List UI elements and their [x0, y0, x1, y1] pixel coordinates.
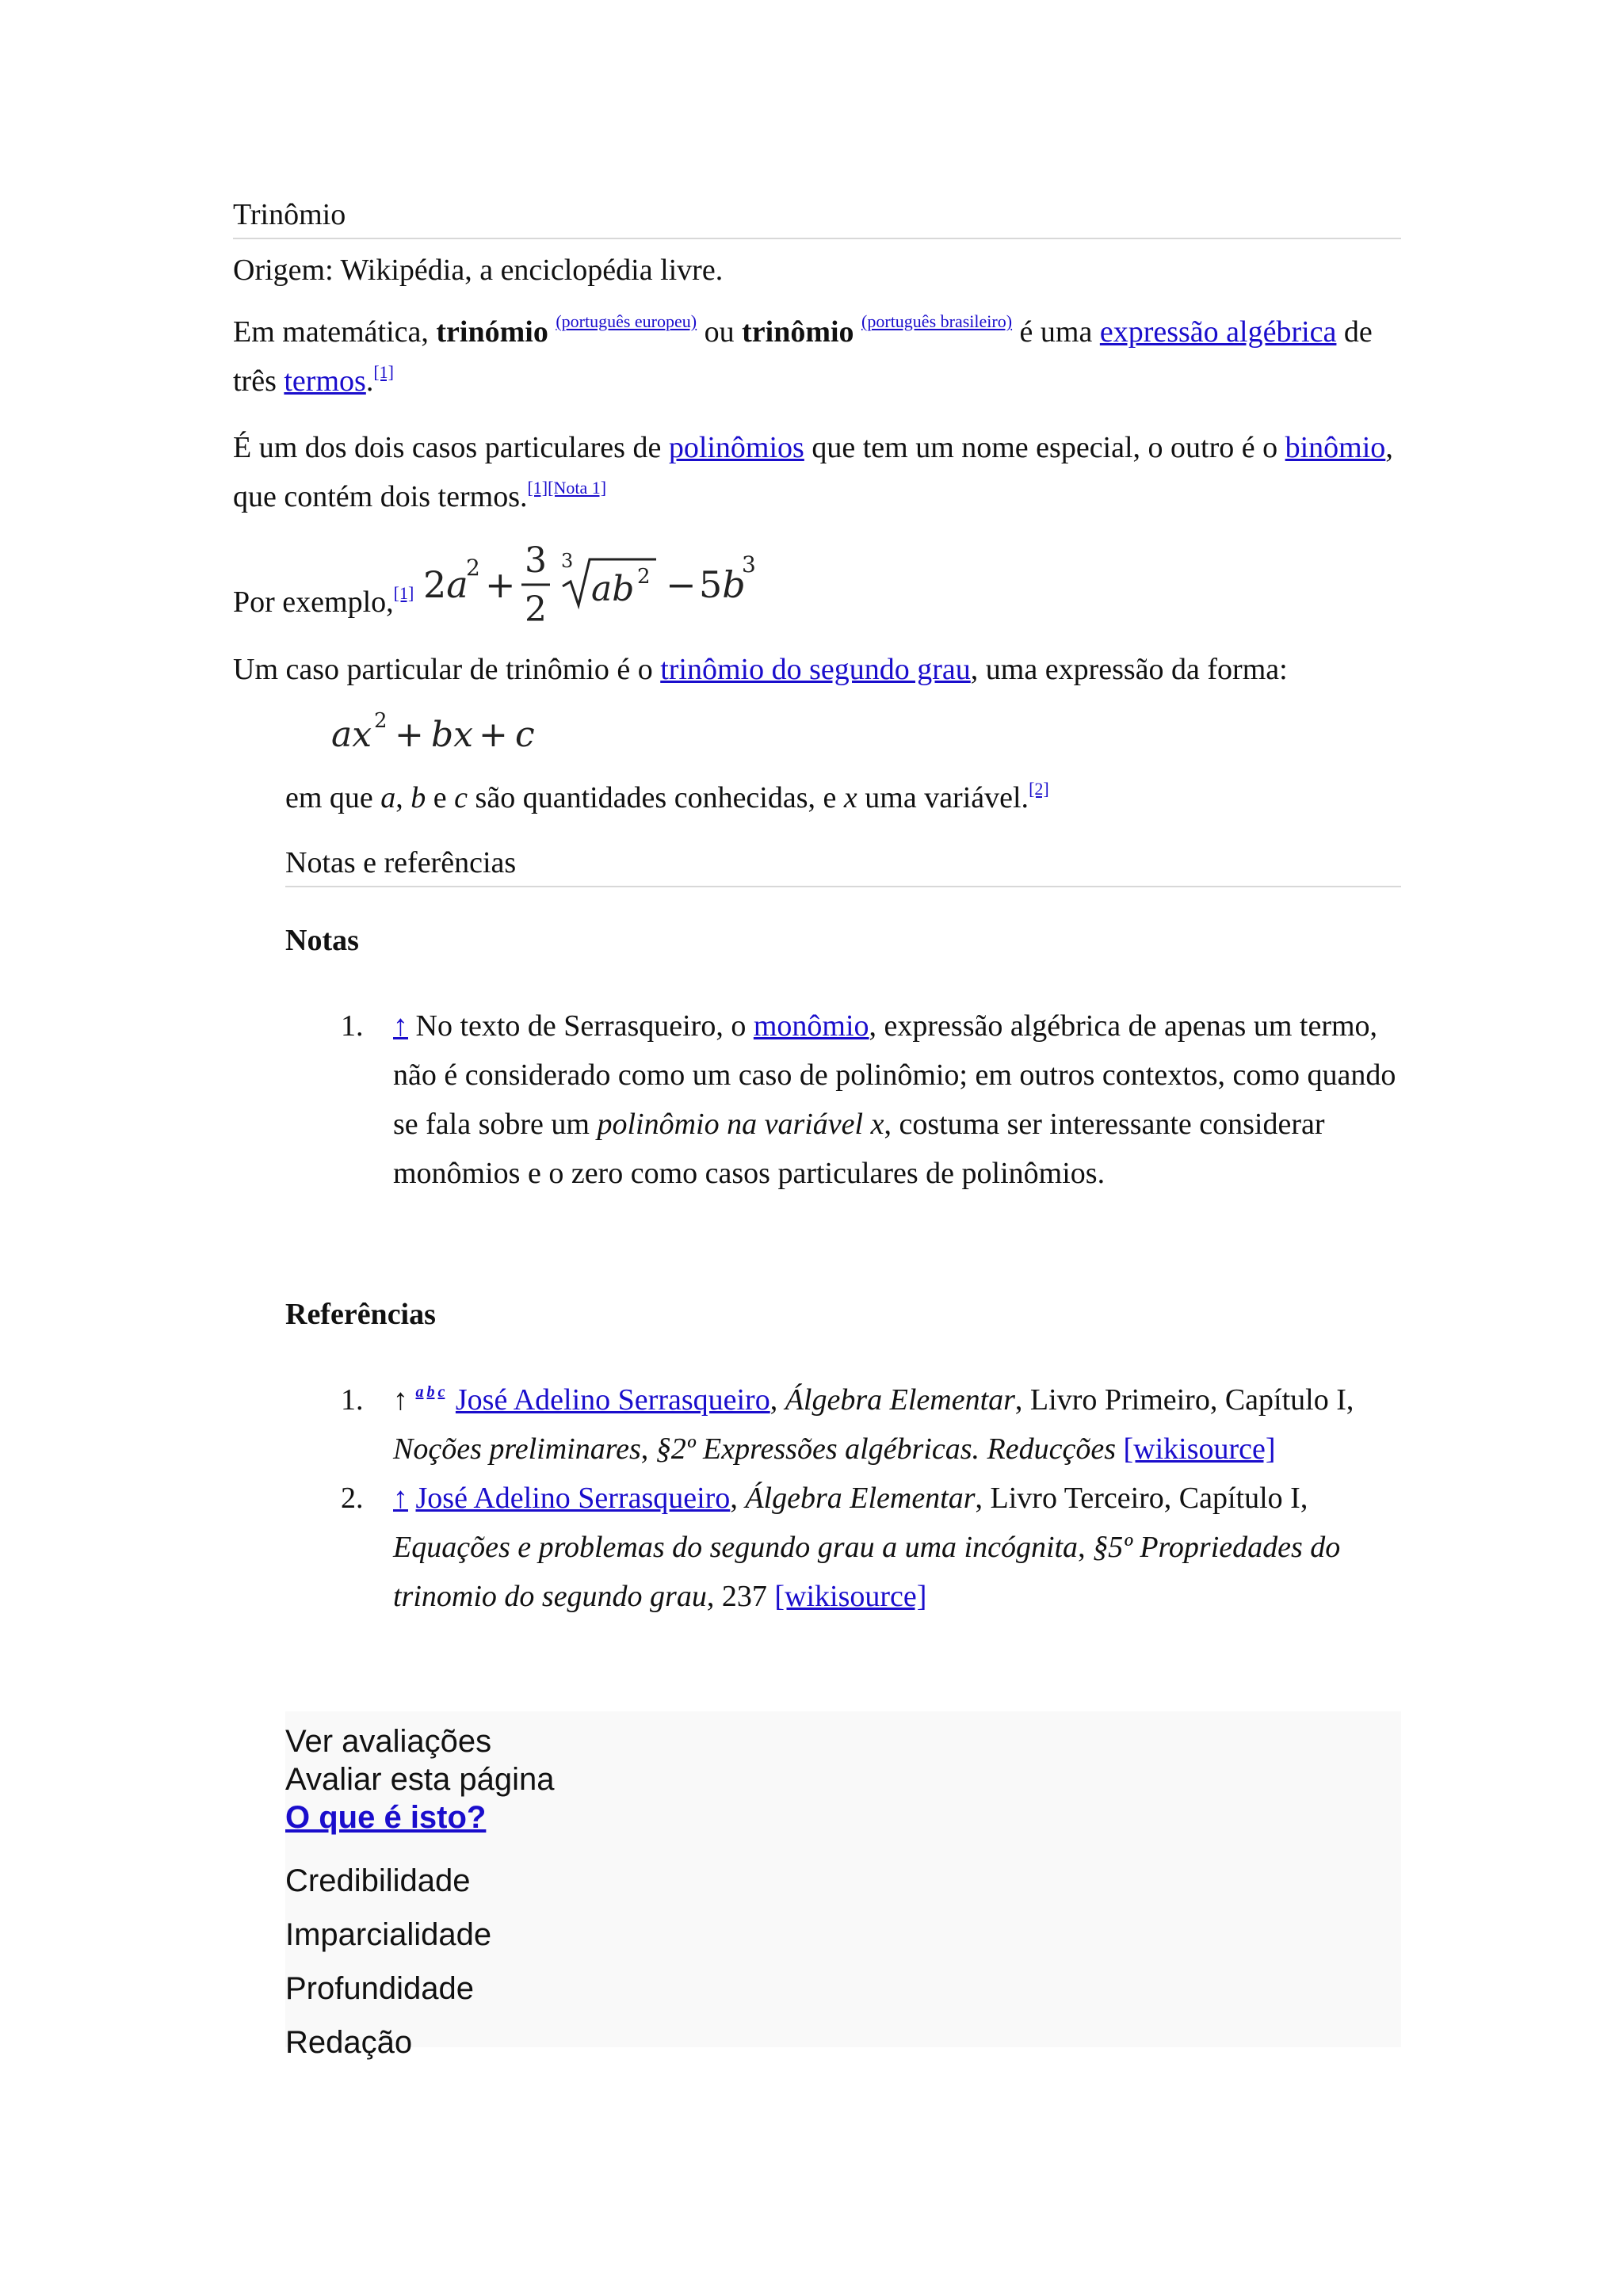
article-feedback-panel	[285, 1711, 1401, 2060]
page-title: Trinômio	[233, 192, 1401, 239]
svg-text:+: +	[484, 563, 516, 606]
svg-text:+: +	[479, 715, 508, 755]
criterion-imparcialidade: Imparcialidade	[285, 1917, 492, 1952]
formula-quadratic	[331, 707, 569, 762]
note-link-1[interactable]: [Nota 1]	[548, 478, 607, 498]
list-item: 1. ↑ $^{a b c}$ José Adelino Serrasqueiro, Álgebra Elementar, Livro Primeiro, Capítulo I, Noções preliminares, §2º Expressões algébricas. Reducções [wikisource]	[341, 1383, 1354, 1466]
link-wikisource[interactable]: [wikisource]	[774, 1580, 927, 1613]
bold-term-br: trinômio	[742, 315, 854, 349]
svg-text:5b: 5b	[698, 563, 746, 606]
bold-term-eu: trinómio	[436, 315, 548, 349]
ref-link-1[interactable]: [1]	[527, 478, 548, 498]
references-list	[341, 1375, 1403, 1621]
svg-text:c: c	[515, 715, 535, 755]
rate-page-label: Avaliar esta página	[285, 1762, 555, 1797]
svg-text:+: +	[395, 715, 424, 755]
list-item: 2. ↑ José Adelino Serrasqueiro, Álgebra Elementar, Livro Terceiro, Capítulo I, Equações e problemas do segundo grau a uma incógnita, §5º Propriedades do trinomio do segundo grau, 237 [wikisource]	[341, 1482, 1341, 1613]
list-item: 1. ↑ No texto de Serrasqueiro, o monômio, expressão algébrica de apenas um termo, não é considerado como um caso de polinômio; em outros contextos, como quando se fala sobre um polinômio na variável x, costuma ser interessante considerar monômios e o zero como casos particulares de polinômios.	[341, 1009, 1396, 1190]
criterion-profundidade: Profundidade	[285, 1971, 474, 2006]
link-monomio[interactable]: monômio	[753, 1009, 869, 1043]
paragraph-variables: em que a, b e c são quantidades conhecidas, e x uma variável.[2]	[285, 779, 1049, 814]
backlink-b[interactable]: b	[426, 1383, 435, 1401]
link-author[interactable]: José Adelino Serrasqueiro	[415, 1482, 731, 1515]
paragraph-polinomios: É um dos dois casos particulares de polinômios que tem um nome especial, o outro é o binômio, que contém dois termos.[1][Nota 1]	[233, 431, 1393, 513]
svg-text:ab: ab	[590, 569, 635, 609]
subheading-notas: Notas	[285, 924, 359, 957]
svg-text:−: −	[665, 563, 697, 606]
view-ratings-label[interactable]: Ver avaliações	[285, 1724, 492, 1759]
svg-text:bx: bx	[431, 715, 473, 755]
svg-text:2: 2	[465, 555, 480, 581]
variant-link-pt-eu[interactable]: (português europeu)	[556, 311, 697, 331]
ref-link-1[interactable]: [1]	[393, 583, 414, 603]
site-tagline: Origem: Wikipédia, a enciclopédia livre.	[233, 254, 724, 287]
backlink-c[interactable]: c	[437, 1383, 445, 1401]
backlink-arrow-icon[interactable]: ↑	[393, 1482, 408, 1515]
variant-link-pt-br[interactable]: (português brasileiro)	[861, 311, 1013, 331]
paragraph-example: Por exemplo,[1] 2a 2 + 3 2 3 ab 2 − 5b 3	[233, 536, 1401, 639]
link-author[interactable]: José Adelino Serrasqueiro	[455, 1383, 770, 1417]
svg-text:3: 3	[560, 550, 574, 572]
svg-text:2a: 2a	[422, 563, 468, 606]
notes-list	[341, 1001, 1403, 1198]
what-is-this-link[interactable]: O que é isto?	[285, 1800, 487, 1835]
backlink-arrow-icon[interactable]: ↑	[393, 1009, 408, 1043]
svg-text:3: 3	[524, 540, 547, 581]
svg-text:2: 2	[524, 589, 547, 630]
svg-text:ax: ax	[331, 715, 372, 755]
paragraph-trinomio-segundo-grau: Um caso particular de trinômio é o trinômio do segundo grau, uma expressão da forma:	[233, 653, 1288, 686]
ref-link-2[interactable]: [2]	[1029, 779, 1049, 799]
link-wikisource[interactable]: [wikisource]	[1123, 1432, 1276, 1466]
svg-text:2: 2	[374, 709, 388, 733]
link-expressao-algebrica[interactable]: expressão algébrica	[1099, 315, 1337, 349]
backlink-a[interactable]: a	[415, 1383, 424, 1401]
ref-link-1[interactable]: [1]	[373, 362, 394, 382]
svg-text:2: 2	[636, 565, 651, 589]
link-binomio[interactable]: binômio	[1285, 431, 1386, 464]
paragraph-intro: Em matemática, trinómio $^{(português europeu)}$ ou trinômio $^{(português brasileiro)}$ é uma expressão algébrica de três termos.[1]	[233, 311, 1373, 398]
subheading-referencias: Referências	[285, 1298, 436, 1331]
svg-text:3: 3	[741, 551, 756, 578]
link-termos[interactable]: termos	[284, 364, 366, 398]
section-heading-notas-referencias: Notas e referências	[285, 840, 1401, 887]
backlink-arrow-icon: ↑	[393, 1383, 408, 1417]
link-polinomios[interactable]: polinômios	[668, 431, 804, 464]
link-trinomio-segundo-grau[interactable]: trinômio do segundo grau	[660, 653, 971, 686]
formula-example	[422, 536, 754, 639]
criterion-redacao: Redação	[285, 2025, 413, 2060]
criterion-credibilidade: Credibilidade	[285, 1863, 471, 1898]
